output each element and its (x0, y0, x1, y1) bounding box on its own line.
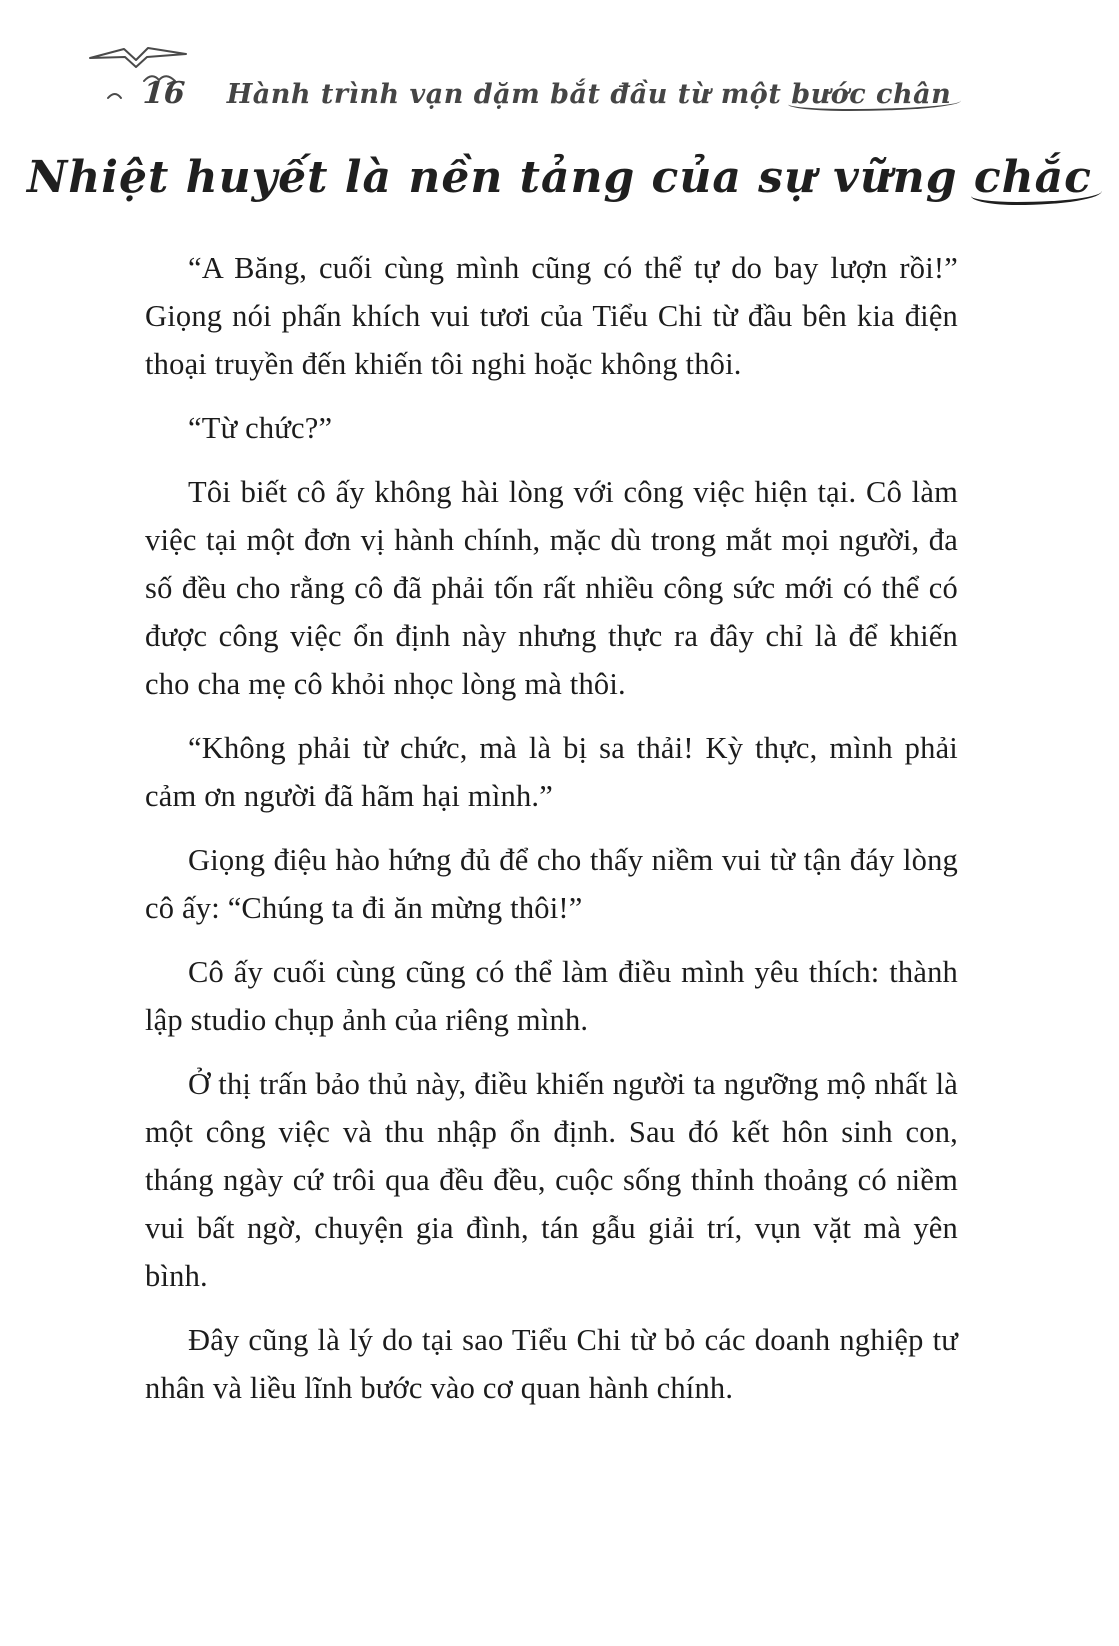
paragraph: Cô ấy cuối cùng cũng có thể làm điều mình yêu thích: thành lập studio chụp ảnh của riêng mình. (145, 955, 958, 1037)
chapter-title-text: Nhiệt huyết là nền tảng của sự vững (27, 152, 974, 203)
running-title (227, 79, 952, 110)
paragraph: “Không phải từ chức, mà là bị sa thải! Kỳ thực, mình phải cảm ơn người đã hãm hại mình.” (145, 731, 958, 813)
paragraph: Tôi biết cô ấy không hài lòng với công việc hiện tại. Cô làm việc tại một đơn vị hành chính, mặc dù trong mắt mọi người, đa số đều cho rằng cô đã phải tốn rất nhiều công sức mới có thể có được công việc ổn định này nhưng thực ra đây chỉ là để khiến cho cha mẹ cô khỏi nhọc lòng mà thôi. (145, 475, 958, 701)
running-title-text: Hành trình vạn dặm bắt đầu từ một (226, 79, 792, 110)
page-number: 16 (141, 76, 186, 111)
running-title-underlined-text: bước chân (791, 79, 952, 110)
chapter-title-underlined-text: chắc (973, 152, 1092, 203)
paragraph: “A Băng, cuối cùng mình cũng có thể tự do bay lượn rồi!” Giọng nói phấn khích vui tươi của Tiểu Chi từ đầu bên kia điện thoại truyền đến khiến tôi nghi hoặc không thôi. (145, 251, 958, 381)
body-text (145, 244, 958, 1428)
bird-icon (90, 48, 186, 67)
page-header (143, 76, 951, 111)
paragraph: Đây cũng là lý do tại sao Tiểu Chi từ bỏ các doanh nghiệp tư nhân và liều lĩnh bước vào cơ quan hành chính. (145, 1323, 958, 1405)
bird-icon (108, 94, 121, 98)
paragraph: Giọng điệu hào hứng đủ để cho thấy niềm vui từ tận đáy lòng cô ấy: “Chúng ta đi ăn mừng thôi!” (145, 843, 958, 925)
paragraph: “Từ chức?” (188, 411, 333, 445)
chapter-title (0, 152, 1119, 203)
paragraph: Ở thị trấn bảo thủ này, điều khiến người ta ngưỡng mộ nhất là một công việc và thu nhập ổn định. Sau đó kết hôn sinh con, tháng ngày cứ trôi qua đều đều, cuộc sống thỉnh thoảng có niềm vui bất ngờ, chuyện gia đình, tán gẫu giải trí, vụn vặt mà yên bình. (145, 1067, 958, 1293)
